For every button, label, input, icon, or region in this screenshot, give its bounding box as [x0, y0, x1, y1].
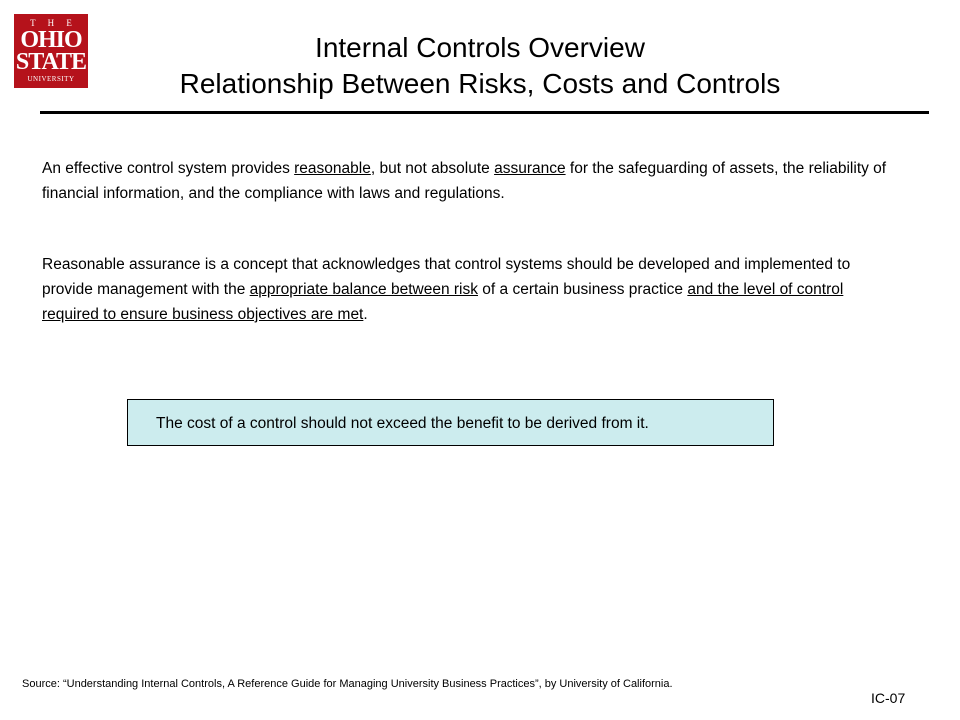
p2-underline-balance: appropriate balance between risk — [249, 281, 478, 298]
p2-underline-control-level: and the level of control required to ensure business objectives are met — [42, 281, 844, 323]
source-citation: Source: “Understanding Internal Controls, A Reference Guide for Managing University Business Practices”, by University of California. — [22, 678, 673, 690]
p1-text-2: , but not absolute — [370, 160, 495, 177]
cost-benefit-callout — [127, 399, 774, 446]
logo-state: STATE — [15, 49, 87, 75]
title-divider — [40, 111, 929, 114]
paragraph-reasonable-assurance — [42, 156, 892, 206]
p2-text-3: . — [363, 306, 368, 323]
p2-text-2: of a certain business practice — [478, 281, 688, 298]
paragraph-concept — [42, 252, 892, 327]
p2-text-1: Reasonable assurance is a concept that acknowledges that control systems should be developed and implemented to provide management with the — [42, 256, 851, 298]
slide-number: IC-07 — [871, 690, 906, 706]
p1-text-3: for the safeguarding of assets, the reliability of financial information, and the compliance with laws and regulations. — [42, 160, 887, 202]
logo-university: UNIVERSITY — [27, 75, 75, 83]
slide-title — [0, 27, 960, 102]
callout-text: The cost of a control should not exceed the benefit to be derived from it. — [156, 415, 649, 432]
logo-the: T H E — [30, 18, 77, 28]
p1-underline-assurance: assurance — [494, 160, 566, 177]
title-line-2: Relationship Between Risks, Costs and Controls — [179, 68, 781, 99]
p1-text-1: An effective control system provides — [42, 160, 295, 177]
title-line-1: Internal Controls Overview — [315, 32, 645, 63]
p1-underline-reasonable: reasonable — [294, 160, 371, 177]
logo-ohio: OHIO — [20, 27, 82, 53]
